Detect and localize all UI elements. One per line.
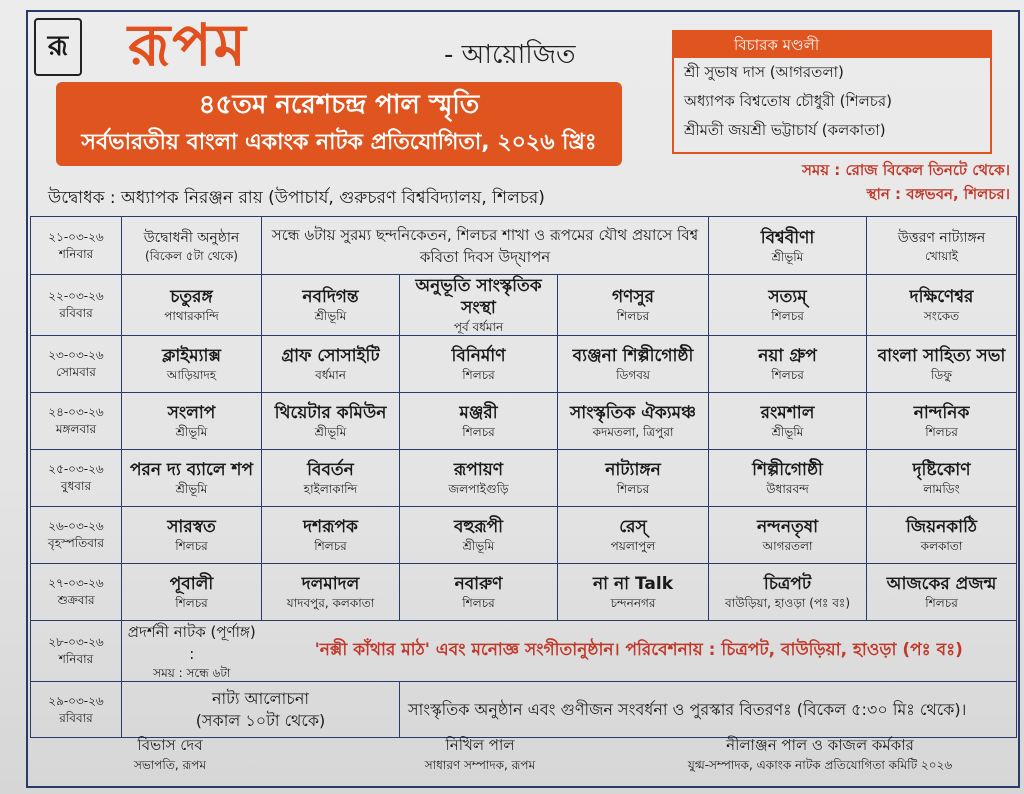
signatory-name: বিভাস দেব	[137, 736, 203, 754]
signatory	[70, 734, 270, 774]
group-name: না না Talk	[593, 574, 674, 594]
group-name: পূবালী	[169, 574, 214, 594]
group-cell	[867, 507, 1017, 564]
group-name: উত্তরণ নাট্যাঙ্গন	[897, 229, 986, 246]
date-cell	[31, 507, 122, 564]
group-cell	[867, 393, 1017, 450]
judges-box	[672, 30, 992, 154]
weekday: শুক্রবার	[57, 593, 95, 607]
schedule-table	[30, 216, 1017, 738]
date-cell	[31, 564, 122, 621]
table-row	[31, 507, 1017, 564]
group-name: আজকের প্রজন্ম	[886, 574, 997, 594]
group-cell	[262, 393, 400, 450]
group-cell	[122, 564, 262, 621]
group-cell	[709, 393, 867, 450]
group-place: শিলচর	[616, 482, 650, 496]
group-place: কলকাতা	[920, 539, 963, 553]
group-name: অনুভূতি সাংস্কৃতিক সংস্থা	[415, 276, 542, 318]
group-place: শ্রীভূমি	[175, 425, 208, 439]
program-text: সন্ধে ৬টায় সুরম্য ছন্দনিকেতন, শিলচর শাখা ও রূপমের যৌথ প্রয়াসে বিশ্ব কবিতা দিবস উদ্‌যাপন	[271, 225, 699, 266]
group-cell	[867, 217, 1017, 275]
group-cell	[558, 507, 709, 564]
event-title: উদ্বোধনী অনুষ্ঠান	[143, 229, 240, 246]
judge-name: অধ্যাপক বিশ্বতোষ চৌধুরী (শিলচর)	[684, 92, 892, 110]
group-cell	[262, 275, 400, 336]
group-name: নাট্যাঙ্গন	[605, 460, 661, 480]
show-details	[262, 621, 1017, 682]
group-place: শিলচর	[616, 309, 650, 323]
group-place: পাথারকান্দি	[164, 309, 219, 323]
group-place: ডিগবয়	[616, 368, 650, 382]
date: ২৩-০৩-২৬	[48, 348, 104, 362]
group-place: আড়িয়াদহ	[166, 368, 217, 382]
group-name: মঞ্জরী	[459, 403, 498, 423]
group-place: শিলচর	[771, 368, 804, 382]
group-place: শ্রীভূমি	[771, 249, 804, 264]
group-place: শ্রীভূমি	[462, 539, 495, 553]
group-place: শিলচর	[462, 425, 495, 439]
group-place: শ্রীভূমি	[175, 482, 208, 496]
table-row	[31, 275, 1017, 336]
weekday: রবিবার	[59, 710, 93, 725]
group-cell	[400, 336, 558, 393]
date: ২৮-০৩-২৬	[48, 635, 104, 649]
group-place: বর্ধমান	[315, 368, 346, 382]
group-cell	[867, 564, 1017, 621]
group-cell	[122, 393, 262, 450]
group-place: শিলচর	[462, 368, 495, 382]
closing-text: সাংস্কৃতিক অনুষ্ঠান এবং গুণীজন সংবর্ধনা ও পুরস্কার বিতরণঃ (বিকেল ৫:৩০ মিঃ থেকে)।	[408, 699, 967, 719]
table-row	[31, 564, 1017, 621]
group-place: শ্রীভূমি	[314, 309, 347, 323]
group-cell	[400, 450, 558, 507]
group-name: বিশ্ববীণা	[760, 227, 815, 248]
group-place: লামডিং	[923, 482, 960, 496]
judge-name: শ্রী সুভাষ দাস (আগরতলা)	[684, 63, 844, 81]
group-name: দশরূপক	[303, 517, 358, 537]
time-place	[680, 158, 1010, 206]
group-cell	[558, 275, 709, 336]
table-row	[31, 217, 1017, 275]
group-place: পয়লাপুল	[610, 539, 656, 553]
group-name: গণসুর	[612, 287, 655, 307]
group-cell	[262, 507, 400, 564]
date-cell	[31, 393, 122, 450]
show-time: সময় : সন্ধে ৬টা	[153, 666, 231, 680]
group-name: বিবর্তন	[307, 460, 354, 480]
group-cell	[709, 507, 867, 564]
show-text: 'নক্সী কাঁথার মাঠ' এবং মনোজ্ঞ সংগীতানুষ্ঠান। পরিবেশনায় : চিত্রপট, বাউড়িয়া, হাওড়া (পঃ বঃ)	[314, 640, 963, 660]
group-cell	[122, 275, 262, 336]
weekday: শনিবার	[58, 652, 94, 666]
rupam-logo-icon: রূ	[34, 18, 82, 76]
group-place: হাইলাকান্দি	[303, 482, 358, 496]
group-place: শিলচর	[925, 596, 958, 610]
presents-label: - আয়োজিত	[444, 40, 576, 70]
group-place: শিলচর	[175, 596, 208, 610]
show-cell	[122, 621, 262, 682]
group-name: সাংস্কৃতিক ঐক্যমঞ্চ	[570, 403, 696, 423]
signatory-role: সভাপতি, রূপম	[133, 758, 207, 772]
group-name: সত্যম্	[768, 287, 807, 307]
group-place: জলপাইগুড়ি	[448, 482, 509, 496]
group-cell	[400, 275, 558, 336]
group-place: সংকেত	[923, 309, 960, 323]
group-place: খোয়াই	[925, 248, 959, 263]
signatory-role: যুগ্ম-সম্পাদক, একাংক নাটক প্রতিযোগিতা কমিটি ২০২৬	[687, 758, 953, 772]
group-place: শিলচর	[771, 309, 804, 323]
group-cell	[709, 275, 867, 336]
group-name: থিয়েটার কমিউন	[274, 403, 387, 423]
signatory-name: নিখিল পাল	[445, 736, 515, 754]
table-row	[31, 336, 1017, 393]
group-name: বিনির্মাণ	[451, 346, 506, 366]
group-place: কদমতলা, ত্রিপুরা	[592, 425, 674, 439]
group-name: ক্লাইম্যাক্স	[162, 346, 221, 366]
group-name: নন্দনতৃষা	[757, 517, 819, 537]
group-cell	[558, 564, 709, 621]
group-place: শিলচর	[925, 425, 958, 439]
group-place: পূর্ব বর্ধমান	[453, 320, 504, 334]
group-name: দৃষ্টিকোণ	[912, 460, 971, 480]
group-place: শিলচর	[175, 539, 208, 553]
group-cell	[262, 336, 400, 393]
group-name: নবারুণ	[454, 574, 503, 594]
table-row	[31, 621, 1017, 682]
group-name: ব্যঞ্জনা শিল্পীগোষ্ঠী	[572, 346, 694, 366]
group-name: রূপায়ণ	[453, 460, 504, 480]
group-cell	[709, 564, 867, 621]
signatory-name: নীলাঞ্জন পাল ও কাজল কর্মকার	[726, 736, 914, 754]
seminar-label: নাট্য আলোচনা	[211, 688, 310, 708]
group-cell	[709, 217, 867, 275]
group-place: চন্দননগর	[610, 596, 656, 610]
group-cell	[709, 450, 867, 507]
group-name: সারস্বত	[167, 517, 216, 537]
weekday: বুধবার	[60, 479, 92, 493]
group-cell	[558, 336, 709, 393]
group-cell	[867, 275, 1017, 336]
group-name: দক্ষিণেশ্বর	[909, 287, 974, 307]
group-cell	[262, 450, 400, 507]
group-name: পরন দ্য ব্যালে শপ	[129, 460, 254, 480]
group-name: বহুরূপী	[453, 517, 504, 537]
group-cell	[400, 393, 558, 450]
show-label: প্রদর্শনী নাটক (পূর্ণাঙ্গ) :	[127, 623, 256, 663]
group-cell	[558, 393, 709, 450]
group-place: আগরতলা	[762, 539, 813, 553]
date-cell	[31, 621, 122, 682]
group-place: শিলচর	[314, 539, 347, 553]
group-name: গ্রাফ সোসাইটি	[281, 346, 380, 366]
group-cell	[709, 336, 867, 393]
signatory	[360, 734, 600, 774]
table-row	[31, 393, 1017, 450]
date: ২৬-০৩-২৬	[48, 519, 104, 533]
group-name: চতুরঙ্গ	[170, 287, 213, 307]
place-text: স্থান : বঙ্গভবন, শিলচর।	[866, 185, 1010, 203]
group-name: নবদিগন্ত	[302, 287, 359, 307]
date: ২১-০৩-২৬	[48, 229, 104, 244]
event-time: (বিকেল ৫টা থেকে)	[145, 248, 238, 263]
signatory	[630, 734, 1010, 774]
table-row	[31, 450, 1017, 507]
group-name: নয়া গ্রুপ	[758, 346, 817, 366]
brand-name: রূপম	[128, 11, 248, 79]
judges-title: বিচারক মণ্ডলী	[674, 32, 990, 58]
group-place: যাদবপুর, কলকাতা	[286, 596, 375, 610]
weekday: বৃহস্পতিবার	[48, 536, 104, 550]
group-name: সংলাপ	[167, 403, 216, 423]
date-cell	[31, 336, 122, 393]
weekday: শনিবার	[58, 246, 94, 261]
group-place: উধারবন্দ	[766, 482, 809, 496]
inaugurator-line: উদ্বোধক : অধ্যাপক নিরঞ্জন রায় (উপাচার্য, গুরুচরণ বিশ্ববিদ্যালয়, শিলচর)	[48, 188, 545, 208]
title-banner	[56, 82, 622, 166]
group-cell	[262, 564, 400, 621]
date: ২৭-০৩-২৬	[48, 576, 104, 590]
group-place: ডিফু	[931, 368, 953, 382]
group-place: শিলচর	[462, 596, 495, 610]
date-cell	[31, 275, 122, 336]
title-line-2: সর্বভারতীয় বাংলা একাংক নাটক প্রতিযোগিতা, ২০২৬ খ্রিঃ	[81, 130, 597, 155]
weekday: মঙ্গলবার	[55, 422, 97, 436]
group-cell	[867, 336, 1017, 393]
group-place: শ্রীভূমি	[771, 425, 804, 439]
signatories	[30, 728, 1016, 786]
group-place: শ্রীভূমি	[314, 425, 347, 439]
group-name: নান্দনিক	[913, 403, 970, 423]
title-line-1: ৪৫তম নরেশচন্দ্র পাল স্মৃতি	[198, 90, 480, 120]
date: ২২-০৩-২৬	[48, 289, 104, 303]
date-cell	[31, 450, 122, 507]
group-cell	[122, 507, 262, 564]
date-cell	[31, 217, 122, 275]
weekday: রবিবার	[59, 306, 93, 320]
group-place: বাউড়িয়া, হাওড়া (পঃ বঃ)	[725, 596, 851, 610]
group-name: চিত্রপট	[763, 574, 812, 594]
competition-rows	[31, 275, 1017, 621]
group-name: রেস্	[619, 517, 647, 537]
group-cell	[558, 450, 709, 507]
date: ২৯-০৩-২৬	[48, 693, 104, 708]
group-cell	[867, 450, 1017, 507]
seminar-time: (সকাল ১০টা থেকে)	[195, 710, 326, 730]
judge-name: শ্রীমতী জয়শ্রী ভট্টাচার্য (কলকাতা)	[684, 121, 886, 139]
group-name: শিল্পীগোষ্ঠী	[752, 460, 823, 480]
group-name: দলমাদল	[301, 574, 360, 594]
time-text: সময় : রোজ বিকেল তিনটে থেকে।	[801, 161, 1010, 179]
signatory-role: সাধারণ সম্পাদক, রূপম	[424, 758, 536, 772]
group-name: বাংলা সাহিত্য সভা	[877, 346, 1006, 366]
weekday: সোমবার	[56, 365, 96, 379]
group-cell	[400, 507, 558, 564]
date: ২৪-০৩-২৬	[48, 405, 104, 419]
program-cell	[262, 217, 709, 275]
group-cell	[122, 450, 262, 507]
date: ২৫-০৩-২৬	[48, 462, 104, 476]
group-cell	[400, 564, 558, 621]
event-cell	[122, 217, 262, 275]
group-name: জিয়নকাঠি	[906, 517, 978, 537]
group-cell	[122, 336, 262, 393]
group-name: রংমশাল	[760, 403, 815, 423]
